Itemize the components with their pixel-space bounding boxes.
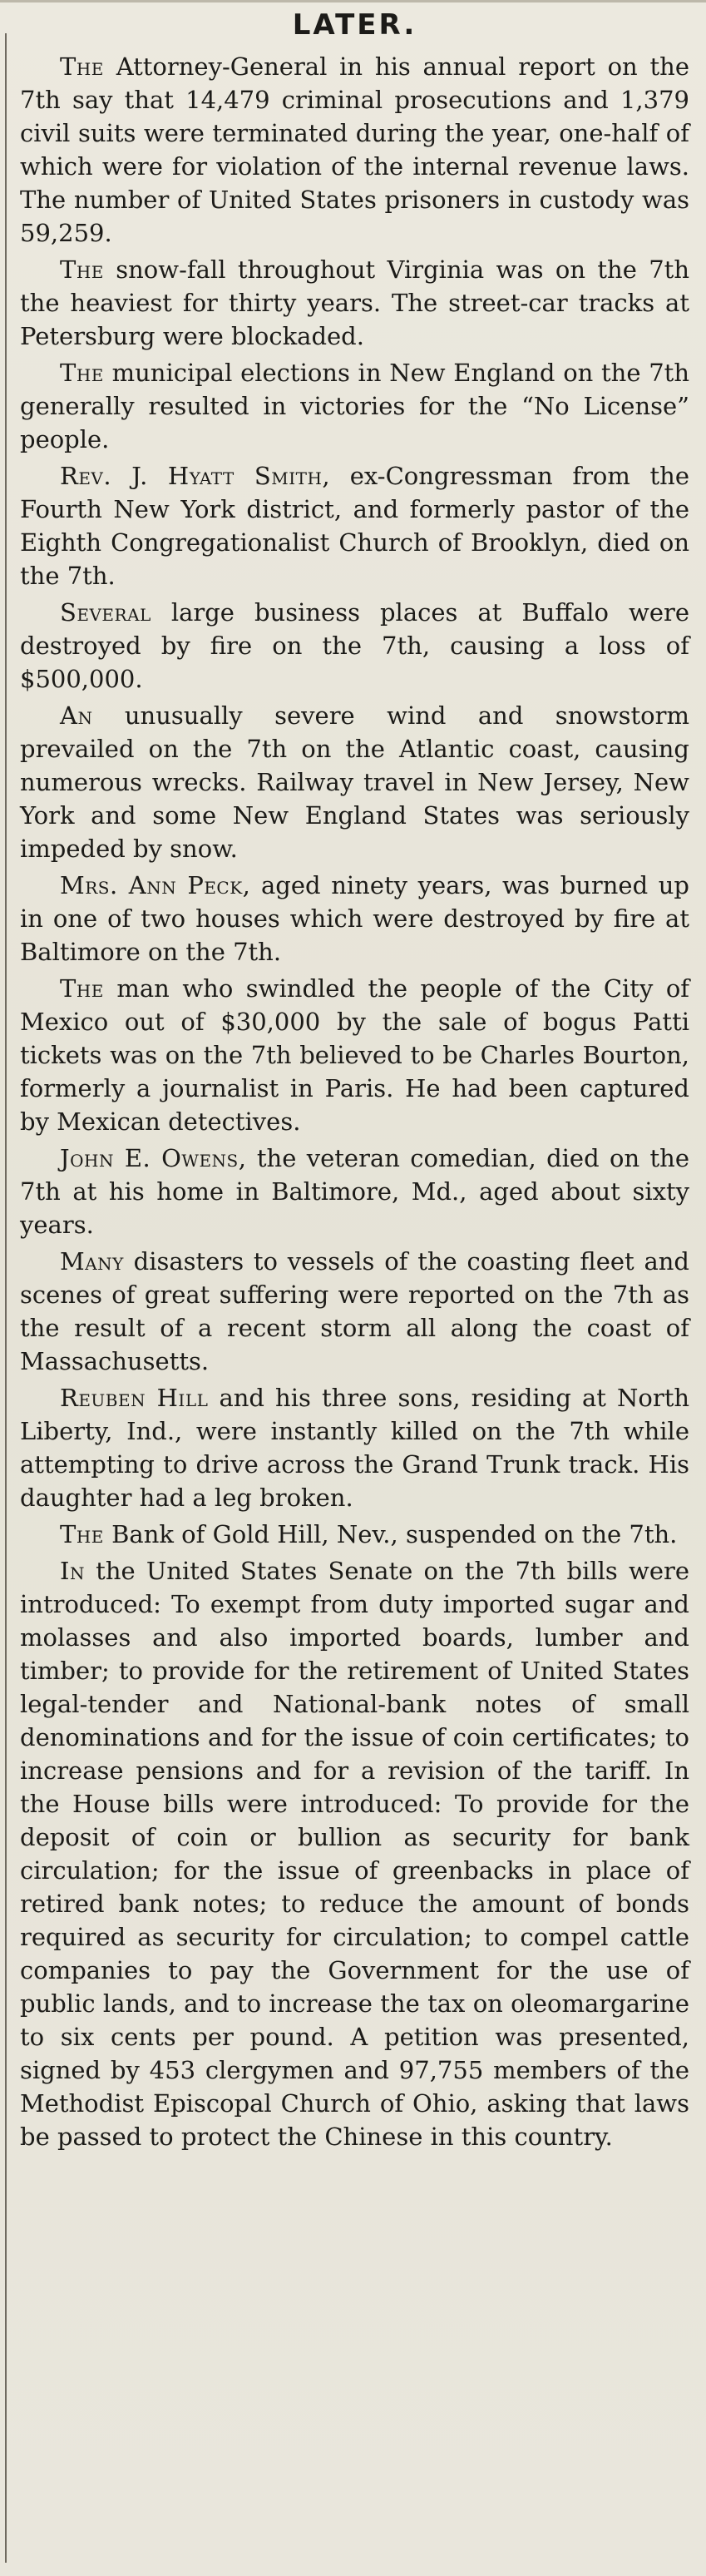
column-rule: [5, 33, 7, 2563]
news-item: [20, 1142, 689, 1241]
item-lead: In: [60, 1557, 85, 1585]
item-lead: Several: [60, 598, 151, 627]
item-text: the veteran comedian, died on the 7th at his home in Baltimore, Md., aged about sixty years.: [20, 1144, 690, 1239]
news-item: [20, 1381, 689, 1514]
news-item: [20, 50, 689, 250]
item-lead: Many: [60, 1247, 124, 1276]
item-lead: Mrs. Ann Peck,: [60, 871, 251, 899]
item-lead: Rev. J. Hyatt Smith,: [60, 462, 331, 490]
item-lead: John E. Owens,: [60, 1144, 247, 1172]
news-item: [20, 1245, 689, 1378]
item-text: aged ninety years, was burned up in one of two houses which were destroyed by fire at Baltimore on the 7th.: [20, 871, 689, 966]
item-lead: The: [60, 1520, 104, 1548]
item-text: Bank of Gold Hill, Nev., suspended on the 7th.: [111, 1520, 678, 1548]
news-item: [20, 596, 689, 696]
item-lead: The: [60, 255, 104, 284]
item-text: municipal elections in New England on the 7th generally resulted in victories for the “No License” people.: [20, 359, 690, 453]
news-item: [20, 356, 689, 456]
news-column: [20, 0, 689, 2157]
item-text: man who swindled the people of the City of Mexico out of $30,000 by the sale of bogus Patti tickets was on the 7th believed to be Charles Bourton, formerly a journalist in Paris. He had been captured by Mexican detectives.: [20, 974, 690, 1136]
item-lead: The: [60, 52, 104, 81]
item-text: ex-Congressman from the Fourth New York district, and formerly pastor of the Eighth Congregationalist Church of Brooklyn, died on the 7th.: [20, 462, 690, 590]
item-lead: Reuben Hill: [60, 1384, 209, 1412]
item-text: disasters to vessels of the coasting fleet and scenes of great suffering were reported on the 7th as the result of a recent storm all along the coast of Massachusetts.: [20, 1247, 689, 1375]
item-text: large business places at Buffalo were destroyed by fire on the 7th, causing a loss of $500,000.: [20, 598, 690, 693]
item-text: unusually severe wind and snowstorm prevailed on the 7th on the Atlantic coast, causing numerous wrecks. Railway travel in New Jersey, New York and some New England States was seriously impeded by snow.: [20, 701, 690, 863]
item-text: and his three sons, residing at North Liberty, Ind., were instantly killed on the 7th while attempting to drive across the Grand Trunk track. His daughter had a leg broken.: [20, 1384, 690, 1512]
item-text: the United States Senate on the 7th bills were introduced: To exempt from duty imported sugar and molasses and also imported boards, lumber and timber; to provide for the retirement of United States legal-tender and National-bank notes of small denominations and for the issue of coin certificates; to increase pensions and for a revision of the tariff. In the House bills were introduced: To provide for the deposit of coin or bullion as security for bank circulation; for the issue of greenbacks in place of retired bank notes; to reduce the amount of bonds required as security for circulation; to compel cattle companies to pay the Government for the use of public lands, and to increase the tax on oleomargarine to six cents per pound. A petition was presented, signed by 453 clergymen and 97,755 members of the Methodist Episcopal Church of Ohio, asking that laws be passed to protect the Chinese in this country.: [20, 1557, 690, 2151]
item-lead: An: [60, 701, 93, 730]
item-lead: The: [60, 974, 104, 1003]
item-lead: The: [60, 359, 104, 387]
news-item: [20, 1518, 689, 1551]
news-item: [20, 972, 689, 1138]
news-item: [20, 1554, 689, 2153]
section-heading: LATER.: [292, 8, 417, 42]
news-item: [20, 459, 689, 592]
news-item: [20, 253, 689, 353]
news-item: [20, 699, 689, 865]
item-text: Attorney-General in his annual report on the 7th say that 14,479 criminal prosecutions and 1,379 civil suits were terminated during the year, one-half of which were for violation of the internal revenue laws. The number of United States prisoners in custody was 59,259.: [20, 52, 689, 247]
item-text: snow-fall throughout Virginia was on the 7th the heaviest for thirty years. The street-car tracks at Petersburg were blockaded.: [20, 255, 689, 350]
news-item: [20, 869, 689, 968]
